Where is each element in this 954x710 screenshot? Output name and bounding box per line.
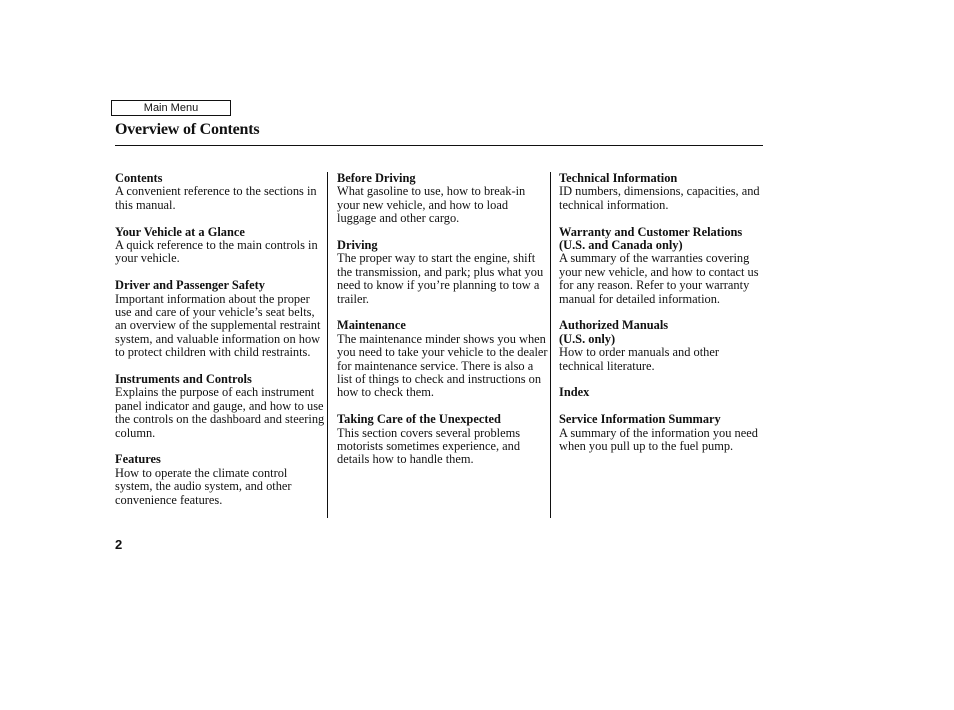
- section-description: ID numbers, dimensions, capacities, and technical information.: [559, 184, 760, 212]
- page-number: 2: [115, 537, 123, 552]
- section-description: A summary of the warranties covering your new vehicle, and how to contact us for any reason. Refer to your warranty manual for detailed information.: [559, 251, 759, 306]
- section-authorized-manuals: [559, 319, 765, 373]
- section-description: How to operate the climate control system, the audio system, and other convenience features.: [115, 465, 292, 507]
- contents-column-1: [115, 172, 325, 520]
- section-description: A summary of the information you need when you pull up to the fuel pump.: [559, 425, 758, 454]
- section-index: [559, 386, 765, 399]
- section-description: This section covers several problems motorists sometimes experience, and details how to handle them.: [337, 425, 521, 467]
- section-description: A quick reference to the main controls in your vehicle.: [115, 238, 318, 266]
- section-heading-service-information-summary[interactable]: Service Information Summary: [559, 412, 721, 427]
- section-heading-driving[interactable]: Driving: [337, 238, 378, 253]
- section-description: How to order manuals and other technical literature.: [559, 345, 720, 373]
- section-driving: [337, 239, 549, 306]
- section-heading-taking-care-unexpected[interactable]: Taking Care of the Unexpected: [337, 412, 501, 427]
- section-heading-warranty-customer-relations[interactable]: Warranty and Customer Relations (U.S. and Canada only): [559, 224, 743, 253]
- title-divider: [115, 145, 763, 146]
- section-technical-information: [559, 172, 765, 212]
- section-heading-instruments-controls[interactable]: Instruments and Controls: [115, 372, 252, 387]
- contents-column-2: [337, 172, 549, 480]
- section-driver-passenger-safety: [115, 279, 325, 359]
- section-warranty-customer-relations: [559, 226, 765, 306]
- section-heading-technical-information[interactable]: Technical Information: [559, 171, 678, 185]
- section-taking-care-unexpected: [337, 413, 549, 467]
- column-divider: [550, 172, 551, 518]
- section-vehicle-at-a-glance: [115, 226, 325, 266]
- section-heading-index[interactable]: Index: [559, 385, 590, 400]
- section-description: Explains the purpose of each instrument panel indicator and gauge, and how to use the controls on the dashboard and steering column.: [115, 385, 325, 440]
- section-description: The proper way to start the engine, shift the transmission, and park; plus what you need to know if you’re planning to tow a trailer.: [337, 251, 544, 306]
- section-contents: [115, 172, 325, 212]
- page-title: Overview of Contents: [115, 121, 260, 138]
- column-divider: [327, 172, 328, 518]
- main-menu-button[interactable]: Main Menu: [111, 100, 231, 116]
- section-maintenance: [337, 319, 549, 399]
- section-heading-features[interactable]: Features: [115, 452, 161, 467]
- section-service-information-summary: [559, 413, 765, 453]
- section-features: [115, 453, 325, 507]
- section-heading-driver-passenger-safety[interactable]: Driver and Passenger Safety: [115, 278, 265, 293]
- section-heading-contents[interactable]: Contents: [115, 171, 163, 185]
- section-description: The maintenance minder shows you when you need to take your vehicle to the dealer for maintenance service. There is also a list of things to check and instructions on how to check them.: [337, 331, 548, 400]
- section-instruments-controls: [115, 373, 325, 440]
- section-heading-vehicle-at-a-glance[interactable]: Your Vehicle at a Glance: [115, 224, 245, 239]
- section-heading-maintenance[interactable]: Maintenance: [337, 318, 406, 333]
- section-heading-before-driving[interactable]: Before Driving: [337, 171, 416, 185]
- section-description: What gasoline to use, how to break-in your new vehicle, and how to load luggage and other cargo.: [337, 184, 526, 226]
- section-heading-authorized-manuals[interactable]: Authorized Manuals (U.S. only): [559, 318, 669, 346]
- section-before-driving: [337, 172, 549, 226]
- section-description: Important information about the proper use and care of your vehicle’s seat belts, an overview of the supplemental restraint system, and valuable information on how to protect children with child restraints.: [115, 291, 321, 360]
- contents-column-3: [559, 172, 765, 467]
- section-description: A convenient reference to the sections in this manual.: [115, 184, 317, 212]
